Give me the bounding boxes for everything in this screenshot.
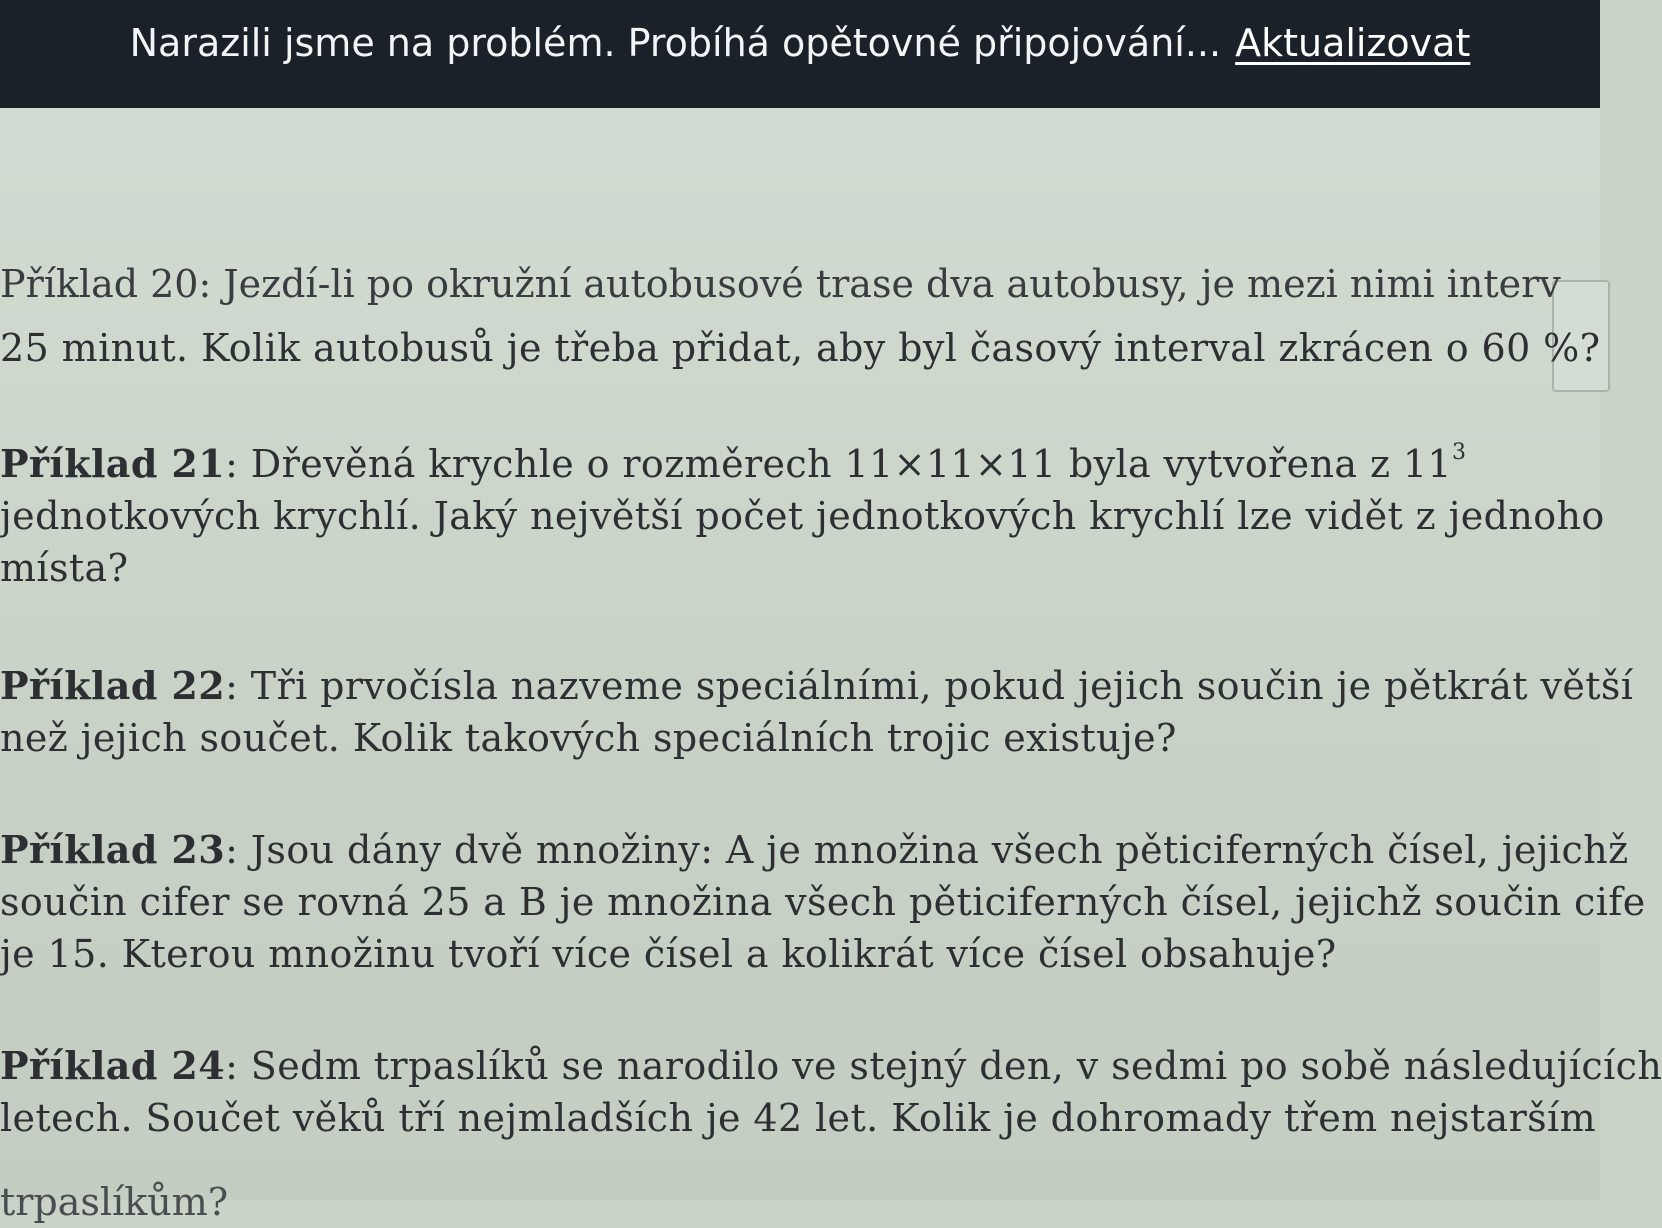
problem-21-text: : Dřevěná krychle o rozměrech 11×11×11 byla vytvořena z 11: [225, 442, 1453, 486]
problem-21-text-line2: jednotkových krychlí. Jaký největší počet jednotkových krychlí lze vidět z jednoho: [0, 494, 1605, 538]
problem-23-text: : Jsou dány dvě množiny: A je množina všech pěticiferných čísel, jejichž: [225, 828, 1629, 872]
problem-23-label: Příklad 23: [0, 827, 226, 872]
problem-21: [0, 438, 1605, 594]
reconnect-message: Narazili jsme na problém. Probíhá opětovné připojování...: [129, 21, 1222, 65]
problem-20: [0, 322, 1600, 374]
problem-22-text-line2: než jejich součet. Kolik takových speciálních trojic existuje?: [0, 716, 1177, 760]
document-page: [0, 108, 1662, 1224]
problem-24-text: : Sedm trpaslíků se narodilo ve stejný den, v sedmi po sobě následujících: [225, 1044, 1662, 1088]
problem-22: [0, 660, 1634, 764]
problem-24-text-line2: letech. Součet věků tří nejmladších je 42 let. Kolik je dohromady třem nejstarším: [0, 1096, 1597, 1140]
problem-21-label: Příklad 21: [0, 441, 226, 486]
problem-23-text-line3: je 15. Kterou množinu tvoří více čísel a kolikrát více čísel obsahuje?: [0, 932, 1337, 976]
problem-22-text: : Tři prvočísla nazveme speciálními, pokud jejich součin je pětkrát větší: [225, 664, 1634, 708]
refresh-link[interactable]: Aktualizovat: [1235, 21, 1471, 65]
exponent: 3: [1452, 440, 1467, 465]
problem-24-label: Příklad 24: [0, 1043, 226, 1088]
problem-24: [0, 1040, 1662, 1144]
problem-23: [0, 824, 1646, 980]
problem-23-text-line2: součin cifer se rovná 25 a B je množina všech pěticiferných čísel, jejichž součin cife: [0, 880, 1646, 924]
problem-20-first-line: Příklad 20: Jezdí-li po okružní autobusové trase dva autobusy, je mezi nimi interv: [0, 262, 1561, 306]
problem-20-text: 25 minut. Kolik autobusů je třeba přidat, aby byl časový interval zkrácen o 60 %?: [0, 326, 1601, 370]
problem-22-label: Příklad 22: [0, 663, 226, 708]
reconnect-notification-bar: [0, 0, 1600, 108]
problem-21-text-line3: místa?: [0, 546, 129, 590]
problem-24-last-line: trpaslíkům?: [0, 1180, 229, 1224]
